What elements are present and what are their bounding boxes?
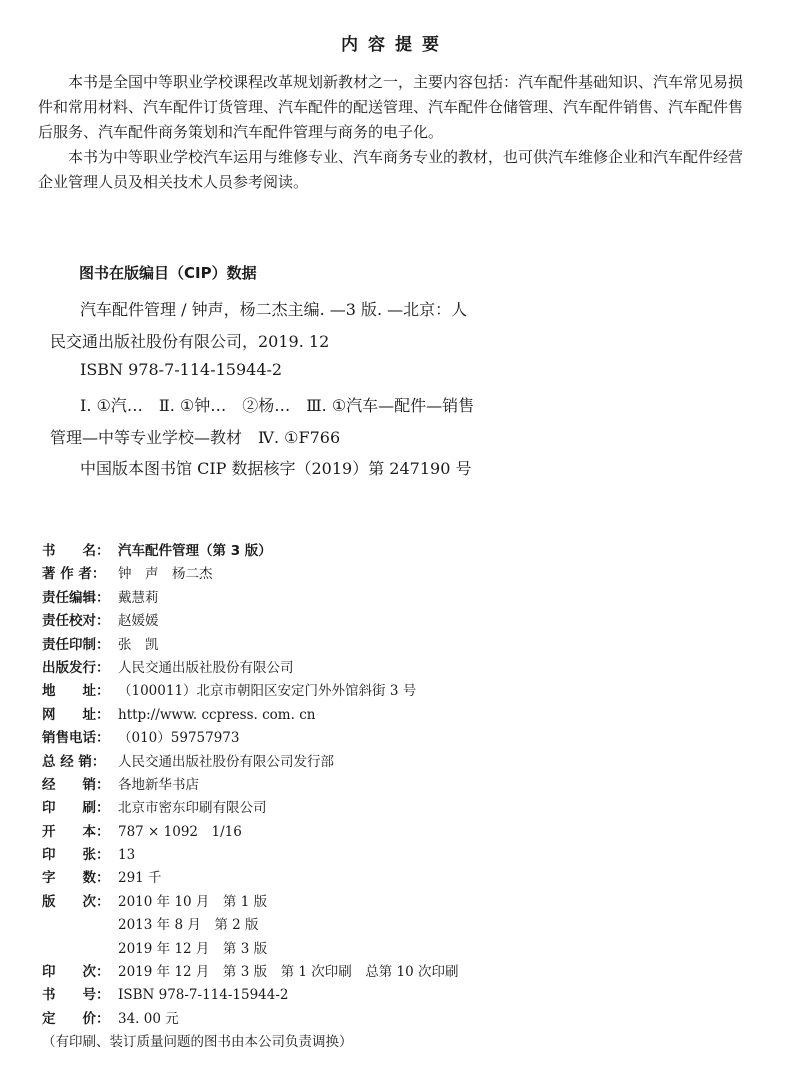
- copyright-value: 2010 年 10 月 第 1 版: [118, 893, 268, 910]
- copyright-value: 787 × 1092 1/16: [118, 823, 242, 840]
- copyright-row-printing: [42, 961, 459, 984]
- copyright-value: ISBN 978-7-114-15944-2: [118, 987, 289, 1004]
- copyright-row-sheets: [42, 844, 459, 867]
- abstract-paragraph-1: 本书是全国中等职业学校课程改革规划新教材之一，主要内容包括：汽车配件基础知识、汽车常见易损件和常用材料、汽车配件订货管理、汽车配件的配送管理、汽车配件仓储管理、汽车配件销售、汽车配件售后服务、汽车配件商务策划和汽车配件管理与商务的电子化。: [38, 73, 744, 141]
- copyright-label: 总 经 销：: [42, 753, 106, 770]
- abstract-paragraph-2: 本书为中等职业学校汽车运用与维修专业、汽车商务专业的教材，也可供汽车维修企业和汽车配件经营企业管理人员及相关技术人员参考阅读。: [38, 148, 744, 191]
- cip-heading: 图书在版编目（CIP）数据: [79, 264, 257, 282]
- copyright-label: 地 址：: [42, 683, 110, 700]
- copyright-label: 责任印制：: [42, 636, 110, 653]
- copyright-value: 北京市密东印刷有限公司: [118, 800, 267, 817]
- copyright-label: 印 次：: [42, 964, 110, 981]
- abstract-title: 内容提要: [341, 35, 449, 55]
- copyright-label: 出版发行：: [42, 659, 110, 676]
- copyright-row-sales-phone: [42, 727, 459, 750]
- copyright-value: 汽车配件管理（第 3 版）: [118, 543, 272, 559]
- copyright-value: 2019 年 12 月 第 3 版: [118, 940, 268, 957]
- copyright-row-distributor: [42, 774, 459, 797]
- copyright-value: 34. 00 元: [118, 1010, 179, 1027]
- copyright-value: 戴慧莉: [118, 589, 159, 606]
- copyright-row-book-title: [42, 540, 459, 563]
- copyright-row-publisher: [42, 657, 459, 680]
- copyright-value: 291 千: [118, 870, 162, 887]
- copyright-row-address: [42, 680, 459, 703]
- copyright-value: 张 凯: [118, 636, 159, 653]
- copyright-row-edition-3: [42, 938, 459, 961]
- copyright-row-format: [42, 821, 459, 844]
- copyright-label: 责任编辑：: [42, 589, 110, 606]
- copyright-label: 书 号：: [42, 987, 110, 1004]
- copyright-value: 人民交通出版社股份有限公司: [118, 659, 294, 676]
- copyright-value: 人民交通出版社股份有限公司发行部: [118, 753, 334, 770]
- copyright-label: 著 作 者：: [42, 566, 106, 583]
- copyright-row-website: [42, 704, 459, 727]
- cip-subject-block: Ⅰ. ①汽… Ⅱ. ①钟… ②杨… Ⅲ. ①汽车—配件—销售管理—中等专业学校—教材 Ⅳ. ①F766: [50, 396, 475, 447]
- copyright-value: 钟 声 杨二杰: [118, 566, 213, 583]
- copyright-row-printer: [42, 797, 459, 820]
- copyright-label: 销售电话：: [42, 730, 110, 747]
- copyright-row-word-count: [42, 867, 459, 890]
- copyright-row-proofreader: [42, 610, 459, 633]
- copyright-label: 经 销：: [42, 776, 110, 793]
- copyright-row-isbn: [42, 984, 459, 1007]
- quality-note: （有印刷、装订质量问题的图书由本公司负责调换）: [42, 1034, 353, 1051]
- copyright-row-general-distributor: [42, 751, 459, 774]
- copyright-row-print-manager: [42, 634, 459, 657]
- copyright-value: 2013 年 8 月 第 2 版: [118, 917, 259, 934]
- copyright-label: 版 次：: [42, 893, 110, 910]
- copyright-row-edition-1: [42, 891, 459, 914]
- copyright-label: 责任校对：: [42, 613, 110, 630]
- copyright-value: 2019 年 12 月 第 3 版 第 1 次印刷 总第 10 次印刷: [118, 964, 459, 981]
- copyright-label: 网 址：: [42, 706, 110, 723]
- copyright-row-authors: [42, 563, 459, 586]
- copyright-value: （100011）北京市朝阳区安定门外外馆斜街 3 号: [118, 683, 417, 700]
- copyright-label: 定 价：: [42, 1010, 110, 1027]
- copyright-value: http://www. ccpress. com. cn: [118, 706, 316, 723]
- copyright-value: 赵媛媛: [118, 613, 159, 630]
- cip-verification-number: 中国版本图书馆 CIP 数据核字（2019）第 247190 号: [80, 459, 472, 478]
- cip-isbn: ISBN 978-7-114-15944-2: [80, 360, 283, 379]
- copyright-label: 开 本：: [42, 823, 110, 840]
- copyright-info: [42, 540, 459, 1055]
- copyright-row-price: [42, 1008, 459, 1031]
- cip-title-block: 汽车配件管理 / 钟声，杨二杰主编. —3 版. —北京：人民交通出版社股份有限公司，2019. 12: [50, 300, 468, 351]
- copyright-label: 书 名：: [42, 543, 110, 559]
- copyright-value: 各地新华书店: [118, 776, 199, 793]
- copyright-label: 字 数：: [42, 870, 110, 887]
- copyright-label: 印 张：: [42, 847, 110, 864]
- copyright-value: 13: [118, 847, 136, 864]
- copyright-row-editor: [42, 587, 459, 610]
- copyright-label: 印 刷：: [42, 800, 110, 817]
- copyright-value: （010）59757973: [118, 730, 240, 747]
- copyright-row-edition-2: [42, 914, 459, 937]
